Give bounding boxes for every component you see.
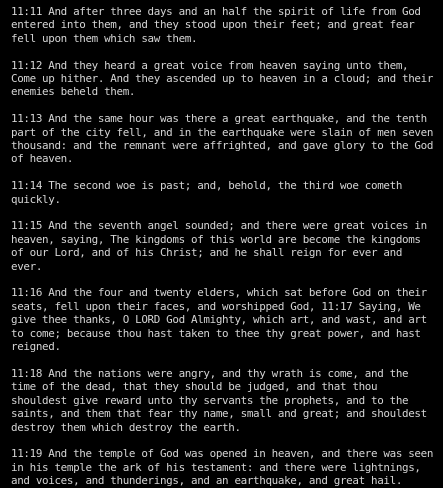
verse-11-11: 11:11 And after three days and an half the spirit of life from God entered into them, and they stood upon their feet; and great fear fell upon them which saw them.: [11, 5, 421, 45]
verse-11-14: 11:14 The second woe is past; and, behold, the third woe cometh quickly.: [11, 179, 403, 206]
verse-11-12: 11:12 And they heard a great voice from heaven saying unto them, Come up hither. And they ascended up to heaven in a cloud; and their enemies beheld them.: [11, 58, 434, 99]
verse-11-18: 11:18 And the nations were angry, and thy wrath is come, and the time of the dead, that they should be judged, and that thou shouldest give reward unto thy servants the prophets, and to the saints, and them that fear thy name, small and great; and shouldest destroy them which destroy the earth.: [11, 366, 427, 434]
verse-11-15: 11:15 And the seventh angel sounded; and there were great voices in heaven, saying, The kingdoms of this world are become the kingdoms of our Lord, and of his Christ; and he shall reign for ever and ever.: [11, 219, 427, 273]
verse-11-16: 11:16 And the four and twenty elders, which sat before God on their seats, fell upon their faces, and worshipped God, 11:17 Saying, We give thee thanks, O LORD God Almighty, which art, and wast, and art to come; because thou hast taken to thee thy great power, and hast reigned.: [11, 286, 427, 354]
verse-11-13: 11:13 And the same hour was there a great earthquake, and the tenth part of the city fell, and in the earthquake were slain of men seven thousand: and the remnant were affrighted, and gave glory to the God of heaven.: [11, 112, 434, 166]
verse-11-19: 11:19 And the temple of God was opened in heaven, and there was seen in his temple the ark of his testament: and there were lightnings, and voices, and thunderings, and an earthquake, and great hail.: [11, 447, 434, 488]
